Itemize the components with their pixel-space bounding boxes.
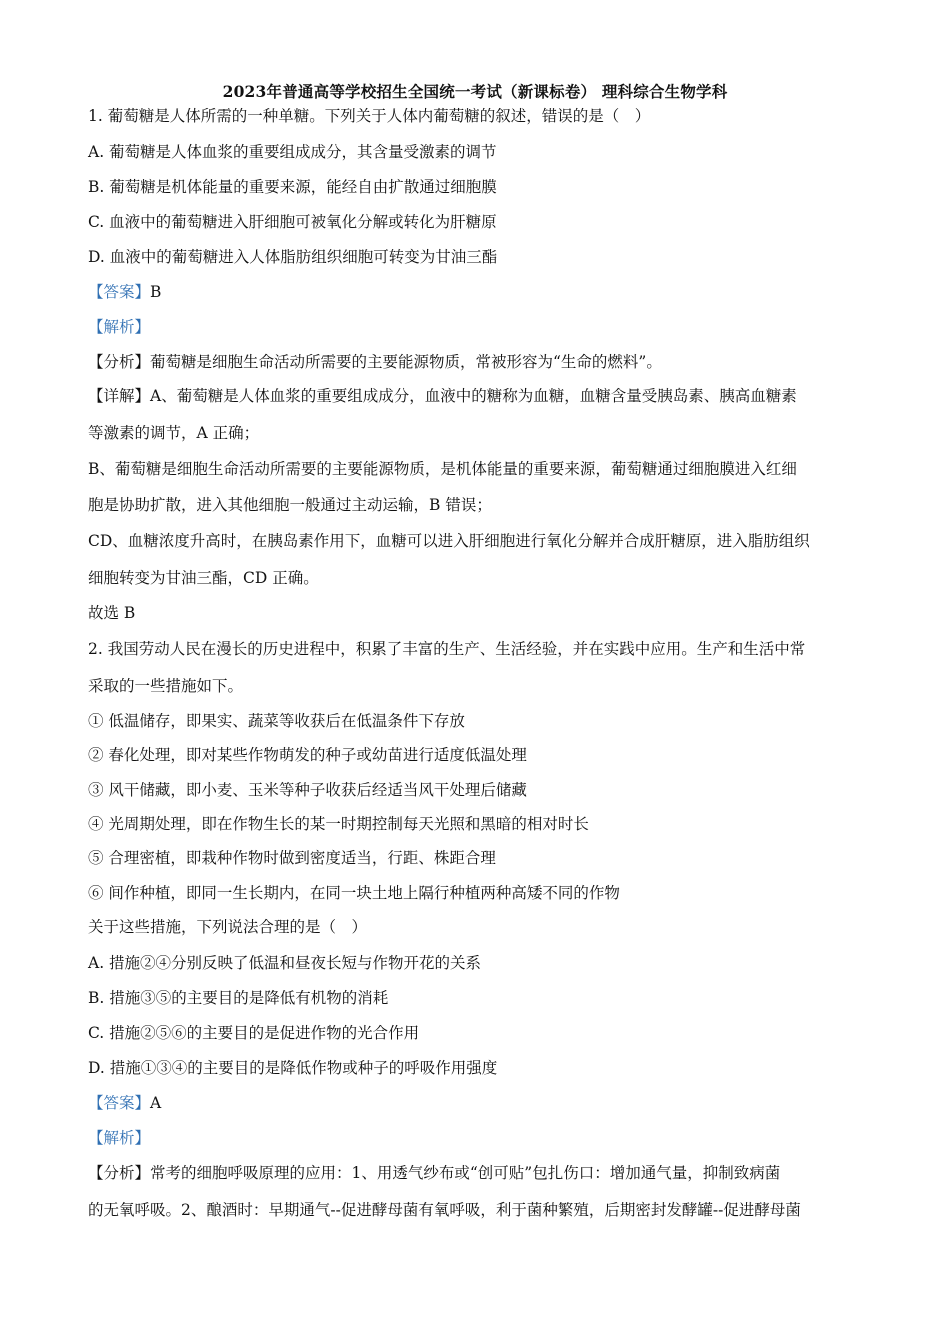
q1-analysis: 【分析】葡萄糖是细胞生命活动所需要的主要能源物质，常被形容为“生命的燃料”。 [88, 353, 662, 371]
q2-measure: ⑤ 合理密植，即栽种作物时做到密度适当，行距、株距合理 [88, 849, 496, 867]
q1-detail-line: 【详解】A、葡萄糖是人体血浆的重要组成成分，血液中的糖称为血糖，血糖含量受胰岛素、胰高血糖素 [88, 387, 797, 405]
q2-measure: ⑥ 间作种植，即同一生长期内，在同一块土地上隔行种植两种高矮不同的作物 [88, 884, 620, 902]
q2-analysis-label: 【解析】 [88, 1129, 151, 1147]
page-title: 2023年普通高等学校招生全国统一考试（新课标卷） 理科综合生物学科 [222, 82, 728, 101]
q1-analysis-label: 【解析】 [88, 318, 151, 336]
q2-option-c: C. 措施②⑤⑥的主要目的是促进作物的光合作用 [88, 1024, 420, 1042]
q2-measure: ③ 风干储藏，即小麦、玉米等种子收获后经适当风干处理后储藏 [88, 781, 527, 799]
q2-measure: ① 低温储存，即果实、蔬菜等收获后在低温条件下存放 [88, 712, 465, 730]
q1-answer-value: B [150, 283, 162, 301]
q2-analysis-line: 【分析】常考的细胞呼吸原理的应用：1、用透气纱布或“创可贴”包扎伤口：增加通气量，抑制致病菌 [88, 1164, 781, 1182]
q1-option-a: A. 葡萄糖是人体血浆的重要组成成分，其含量受激素的调节 [88, 143, 497, 161]
q1-detail-line: B、葡萄糖是细胞生命活动所需要的主要能源物质，是机体能量的重要来源，葡萄糖通过细胞膜进入红细 [88, 460, 797, 478]
q2-option-a: A. 措施②④分别反映了低温和昼夜长短与作物开花的关系 [88, 954, 482, 972]
q1-stem: 1. 葡萄糖是人体所需的一种单糖。下列关于人体内葡萄糖的叙述，错误的是（ ） [88, 107, 651, 125]
q2-analysis-line: 的无氧呼吸。2、酿酒时：早期通气--促进酵母菌有氧呼吸，利于菌种繁殖，后期密封发酵罐--促进酵母菌 [88, 1201, 801, 1219]
q2-stem-line: 2. 我国劳动人民在漫长的历史进程中，积累了丰富的生产、生活经验，并在实践中应用。生产和生活中常 [88, 640, 806, 658]
q1-detail-line: 细胞转变为甘油三酯，CD 正确。 [88, 569, 319, 587]
answer-label: 【答案】 [88, 283, 151, 301]
q2-stem-line: 采取的一些措施如下。 [88, 677, 244, 695]
q2-question: 关于这些措施，下列说法合理的是（ ） [88, 918, 368, 936]
q1-option-c: C. 血液中的葡萄糖进入肝细胞可被氧化分解或转化为肝糖原 [88, 213, 497, 231]
q1-detail-line: CD、血糖浓度升高时，在胰岛素作用下，血糖可以进入肝细胞进行氧化分解并合成肝糖原，进入脂肪组织 [88, 532, 810, 550]
q1-option-d: D. 血液中的葡萄糖进入人体脂肪组织细胞可转变为甘油三酯 [88, 248, 498, 266]
q1-option-b: B. 葡萄糖是机体能量的重要来源，能经自由扩散通过细胞膜 [88, 178, 497, 196]
q1-detail-line: 等激素的调节，A 正确； [88, 424, 260, 442]
q1-conclusion: 故选 B [88, 604, 136, 622]
answer-label: 【答案】 [88, 1094, 151, 1112]
q1-answer [88, 282, 868, 302]
q2-answer-value: A [150, 1094, 162, 1112]
q2-option-d: D. 措施①③④的主要目的是降低作物或种子的呼吸作用强度 [88, 1059, 498, 1077]
q2-option-b: B. 措施③⑤的主要目的是降低有机物的消耗 [88, 989, 389, 1007]
q2-measure: ④ 光周期处理，即在作物生长的某一时期控制每天光照和黑暗的相对时长 [88, 815, 589, 833]
q2-measure: ② 春化处理，即对某些作物萌发的种子或幼苗进行适度低温处理 [88, 746, 527, 764]
q1-detail-line: 胞是协助扩散，进入其他细胞一般通过主动运输，B 错误； [88, 496, 492, 514]
q2-answer [88, 1093, 868, 1113]
